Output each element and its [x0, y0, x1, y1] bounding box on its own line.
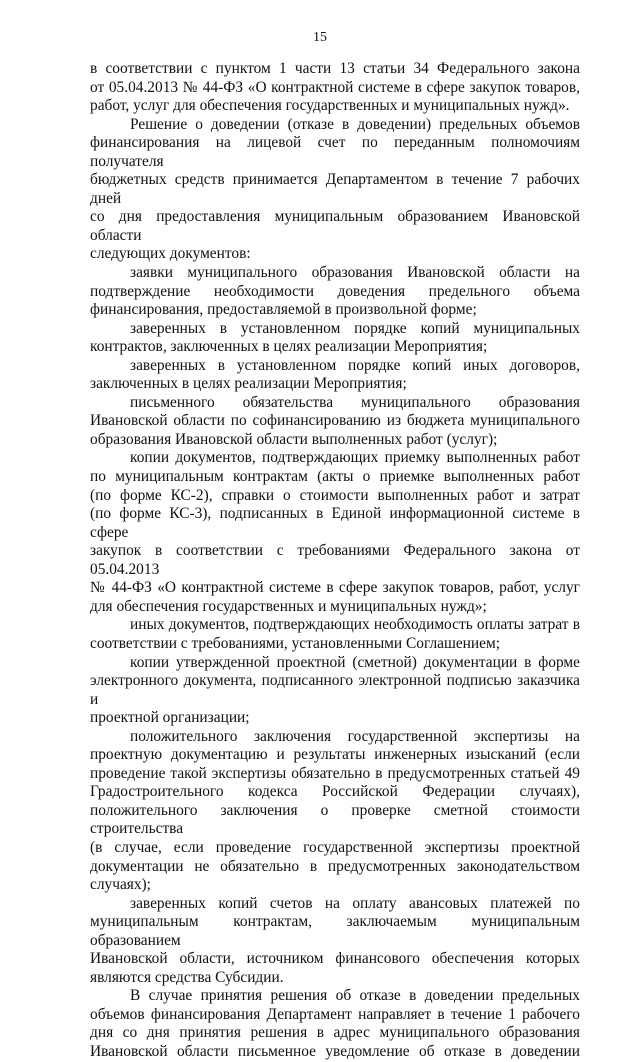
paragraph-line: (по форме КС-3), подписанных в Единой информационной системе в сфере: [90, 505, 580, 541]
paragraph-line: проведение такой экспертизы обязательно в предусмотренных статьей 49: [90, 764, 580, 782]
paragraph-line: документации не обязательно в предусмотренных законодательством: [90, 857, 580, 875]
paragraph-first-line: В случае принятия решения об отказе в доведении предельных: [130, 987, 580, 1005]
paragraph-line: являются средства Субсидии.: [90, 968, 284, 986]
paragraph-line: со дня предоставления муниципальным образованием Ивановской области: [90, 208, 580, 244]
paragraph-first-line: заверенных копий счетов на оплату авансовых платежей по: [130, 894, 580, 912]
paragraph-line: дня со дня принятия решения в адрес муниципального образования: [90, 1024, 580, 1042]
paragraph-line: финансирования, предоставляемой в произвольной форме;: [90, 301, 477, 319]
paragraph-first-line: заверенных в установленном порядке копий иных договоров,: [130, 356, 580, 374]
paragraph-line: проектную документацию и результаты инженерных изысканий (если: [90, 746, 580, 764]
paragraph-line: работ, услуг для обеспечения государственных и муниципальных нужд».: [90, 97, 570, 115]
paragraph-first-line: иных документов, подтверждающих необходимость оплаты затрат в: [130, 616, 580, 634]
paragraph-line: закупок в соответствии с требованиями Федерального закона от 05.04.2013: [90, 542, 580, 578]
paragraph-first-line: письменного обязательства муниципального образования: [130, 393, 580, 411]
paragraph-line: Ивановской области, источником финансового обеспечения которых: [90, 950, 580, 968]
paragraph-line: от 05.04.2013 № 44-ФЗ «О контрактной системе в сфере закупок товаров,: [90, 78, 580, 96]
paragraph-line: по муниципальным контрактам (акты о приемке выполненных работ: [90, 468, 580, 486]
paragraph-line: электронного документа, подписанного электронной подписью заказчика и: [90, 672, 580, 708]
paragraph-first-line: положительного заключения государственной экспертизы на: [130, 727, 580, 745]
paragraph-line: № 44-ФЗ «О контрактной системе в сфере закупок товаров, работ, услуг: [90, 579, 580, 597]
paragraph-line: проектной организации;: [90, 709, 250, 727]
paragraph-line: следующих документов:: [90, 245, 251, 263]
paragraph-line: Ивановской области письменное уведомление об отказе в доведении: [90, 1042, 580, 1060]
paragraph-line: (по форме КС-2), справки о стоимости выполненных работ и затрат: [90, 486, 580, 504]
paragraph-line: (в случае, если проведение государственной экспертизы проектной: [90, 838, 580, 856]
paragraph-line: бюджетных средств принимается Департаментом в течение 7 рабочих дней: [90, 171, 580, 207]
paragraph-line: Градостроительного кодекса Российской Федерации случаях),: [90, 783, 580, 801]
paragraph-line: положительного заключения о проверке сметной стоимости строительства: [90, 801, 580, 838]
paragraph-first-line: копии документов, подтверждающих приемку выполненных работ: [130, 449, 580, 467]
paragraph-line: объемов финансирования Департамент направляет в течение 1 рабочего: [90, 1005, 580, 1023]
document-body: [90, 60, 580, 1062]
paragraph-line: подтверждение необходимости доведения предельного объема: [90, 282, 580, 300]
page-number: 15: [313, 30, 327, 45]
paragraph-line: муниципальным контрактам, заключаемым муниципальным образованием: [90, 913, 580, 949]
paragraph-first-line: заверенных в установленном порядке копий муниципальных: [130, 319, 580, 337]
paragraph-line: контрактов, заключенных в целях реализации Мероприятия;: [90, 338, 488, 356]
paragraph-line: случаях);: [90, 876, 151, 894]
paragraph-line: Ивановской области по софинансированию из бюджета муниципального: [90, 412, 580, 430]
paragraph-first-line: в соответствии с пунктом 1 части 13 статьи 34 Федерального закона: [90, 60, 580, 77]
paragraph-first-line: копии утвержденной проектной (сметной) документации в форме: [130, 653, 580, 671]
paragraph-line: образования Ивановской области выполненных работ (услуг);: [90, 430, 498, 448]
paragraph-first-line: заявки муниципального образования Ивановской области на: [130, 264, 580, 282]
paragraph-first-line: Решение о доведении (отказе в доведении) предельных объемов: [130, 115, 580, 133]
paragraph-line: финансирования на лицевой счет по переданным полномочиям получателя: [90, 134, 580, 170]
paragraph-line: для обеспечения государственных и муниципальных нужд»;: [90, 597, 487, 615]
paragraph-line: заключенных в целях реализации Мероприятия;: [90, 375, 407, 393]
paragraph-line: соответствии с требованиями, установленными Соглашением;: [90, 634, 500, 652]
